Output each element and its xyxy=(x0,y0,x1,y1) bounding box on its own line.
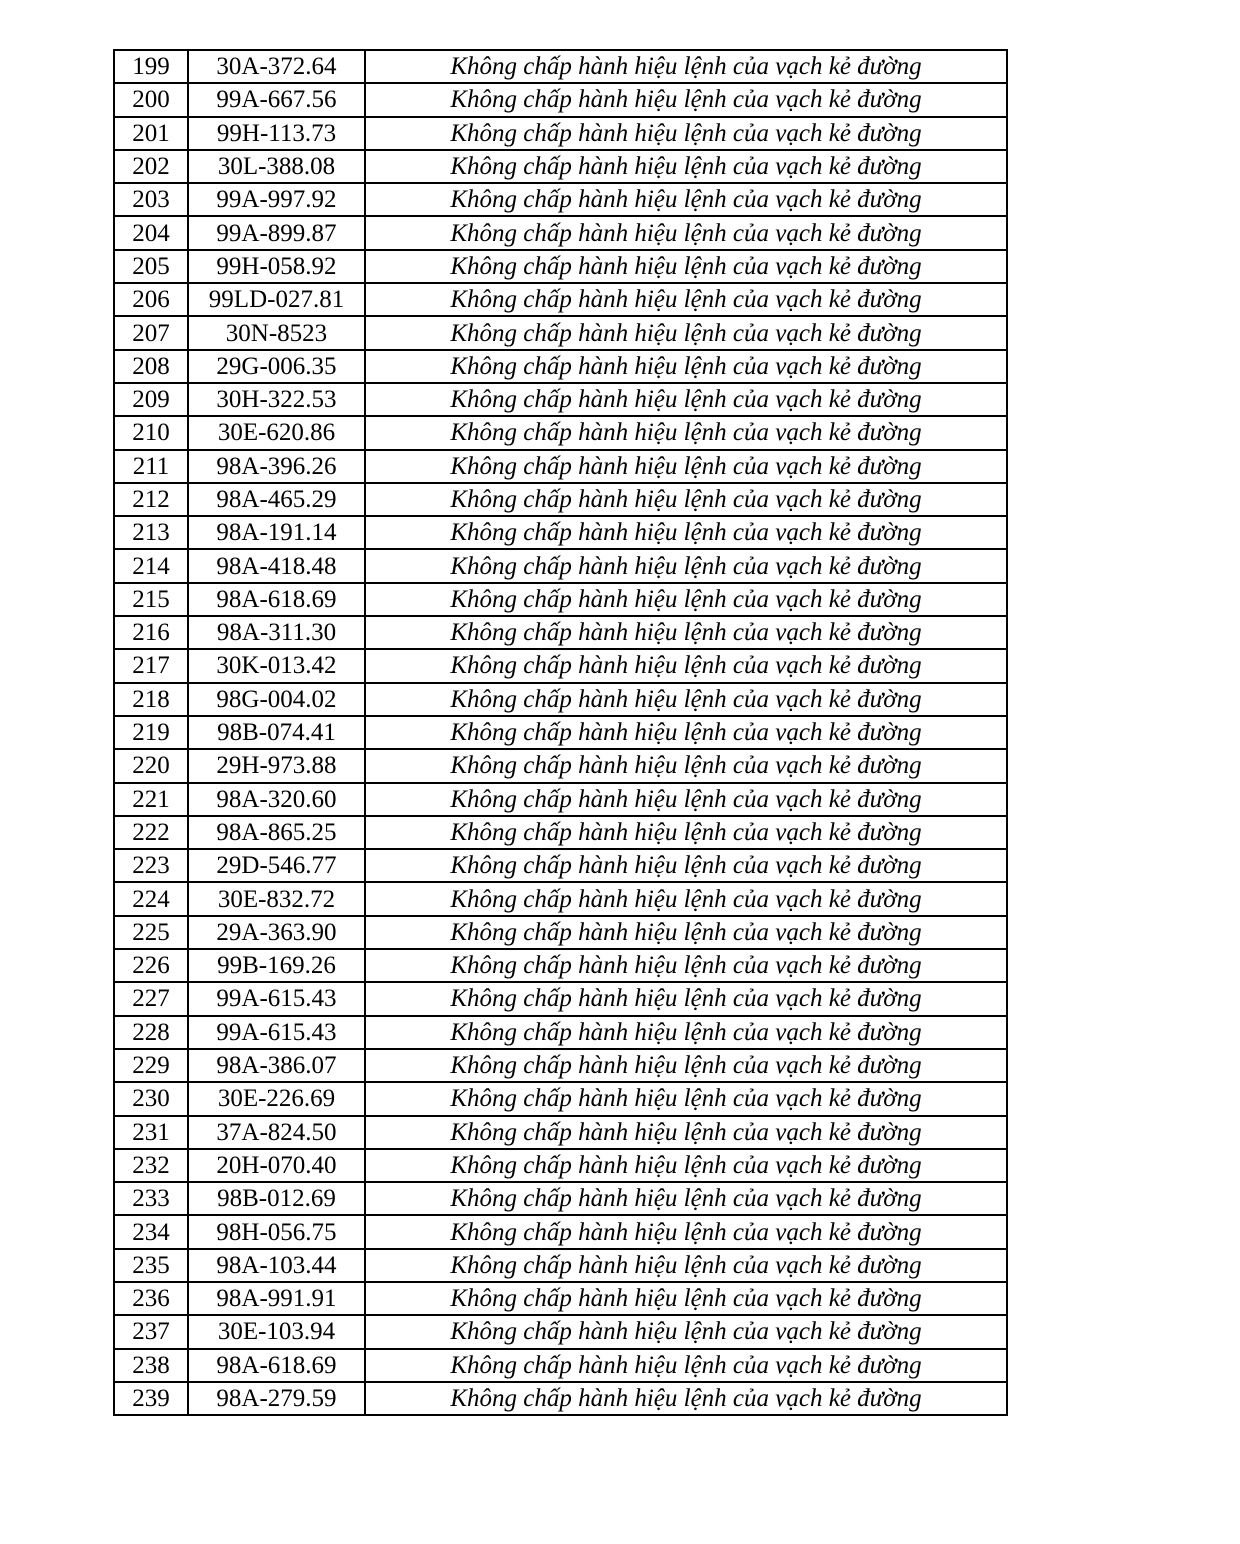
license-plate: 98G-004.02 xyxy=(188,683,365,716)
row-number: 238 xyxy=(114,1349,188,1382)
row-number: 236 xyxy=(114,1282,188,1315)
table-row xyxy=(114,50,1007,83)
table-row xyxy=(114,816,1007,849)
violation-description: Không chấp hành hiệu lệnh của vạch kẻ đường xyxy=(365,1116,1007,1149)
license-plate: 99A-615.43 xyxy=(188,1016,365,1049)
row-number: 214 xyxy=(114,549,188,582)
row-number: 201 xyxy=(114,117,188,150)
table-row xyxy=(114,483,1007,516)
violation-description: Không chấp hành hiệu lệnh của vạch kẻ đường xyxy=(365,982,1007,1015)
license-plate: 98A-991.91 xyxy=(188,1282,365,1315)
violation-table xyxy=(113,49,1008,1416)
license-plate: 29G-006.35 xyxy=(188,350,365,383)
table-row xyxy=(114,916,1007,949)
row-number: 209 xyxy=(114,383,188,416)
table-row xyxy=(114,1149,1007,1182)
violation-description: Không chấp hành hiệu lệnh của vạch kẻ đường xyxy=(365,583,1007,616)
table-row xyxy=(114,350,1007,383)
row-number: 232 xyxy=(114,1149,188,1182)
violation-description: Không chấp hành hiệu lệnh của vạch kẻ đường xyxy=(365,483,1007,516)
row-number: 219 xyxy=(114,716,188,749)
license-plate: 37A-824.50 xyxy=(188,1116,365,1149)
violation-description: Không chấp hành hiệu lệnh của vạch kẻ đường xyxy=(365,216,1007,249)
violation-table-container xyxy=(113,49,1008,1416)
table-row xyxy=(114,616,1007,649)
row-number: 225 xyxy=(114,916,188,949)
license-plate: 29A-363.90 xyxy=(188,916,365,949)
table-row xyxy=(114,583,1007,616)
row-number: 208 xyxy=(114,350,188,383)
violation-description: Không chấp hành hiệu lệnh của vạch kẻ đường xyxy=(365,450,1007,483)
row-number: 204 xyxy=(114,216,188,249)
table-row xyxy=(114,416,1007,449)
violation-description: Không chấp hành hiệu lệnh của vạch kẻ đường xyxy=(365,516,1007,549)
license-plate: 99A-667.56 xyxy=(188,83,365,116)
license-plate: 98A-396.26 xyxy=(188,450,365,483)
violation-description: Không chấp hành hiệu lệnh của vạch kẻ đường xyxy=(365,350,1007,383)
violation-description: Không chấp hành hiệu lệnh của vạch kẻ đường xyxy=(365,1082,1007,1115)
table-row xyxy=(114,649,1007,682)
table-row xyxy=(114,250,1007,283)
license-plate: 30E-620.86 xyxy=(188,416,365,449)
row-number: 216 xyxy=(114,616,188,649)
table-row xyxy=(114,949,1007,982)
violation-description: Không chấp hành hiệu lệnh của vạch kẻ đường xyxy=(365,1249,1007,1282)
violation-description: Không chấp hành hiệu lệnh của vạch kẻ đường xyxy=(365,916,1007,949)
row-number: 234 xyxy=(114,1215,188,1248)
violation-description: Không chấp hành hiệu lệnh của vạch kẻ đường xyxy=(365,1382,1007,1415)
row-number: 235 xyxy=(114,1249,188,1282)
violation-description: Không chấp hành hiệu lệnh của vạch kẻ đường xyxy=(365,816,1007,849)
row-number: 199 xyxy=(114,50,188,83)
row-number: 237 xyxy=(114,1315,188,1348)
row-number: 200 xyxy=(114,83,188,116)
table-row xyxy=(114,1349,1007,1382)
row-number: 229 xyxy=(114,1049,188,1082)
table-row xyxy=(114,283,1007,316)
row-number: 226 xyxy=(114,949,188,982)
table-row xyxy=(114,1282,1007,1315)
row-number: 202 xyxy=(114,150,188,183)
license-plate: 99LD-027.81 xyxy=(188,283,365,316)
table-row xyxy=(114,1315,1007,1348)
violation-description: Không chấp hành hiệu lệnh của vạch kẻ đường xyxy=(365,783,1007,816)
table-row xyxy=(114,716,1007,749)
violation-description: Không chấp hành hiệu lệnh của vạch kẻ đường xyxy=(365,283,1007,316)
license-plate: 30N-8523 xyxy=(188,316,365,349)
license-plate: 98A-618.69 xyxy=(188,583,365,616)
license-plate: 30A-372.64 xyxy=(188,50,365,83)
table-row xyxy=(114,117,1007,150)
violation-description: Không chấp hành hiệu lệnh của vạch kẻ đường xyxy=(365,1149,1007,1182)
row-number: 220 xyxy=(114,749,188,782)
license-plate: 99B-169.26 xyxy=(188,949,365,982)
violation-description: Không chấp hành hiệu lệnh của vạch kẻ đường xyxy=(365,50,1007,83)
violation-description: Không chấp hành hiệu lệnh của vạch kẻ đường xyxy=(365,616,1007,649)
license-plate: 99A-997.92 xyxy=(188,183,365,216)
violation-description: Không chấp hành hiệu lệnh của vạch kẻ đường xyxy=(365,83,1007,116)
violation-description: Không chấp hành hiệu lệnh của vạch kẻ đường xyxy=(365,1016,1007,1049)
license-plate: 20H-070.40 xyxy=(188,1149,365,1182)
license-plate: 29H-973.88 xyxy=(188,749,365,782)
table-row xyxy=(114,1016,1007,1049)
violation-description: Không chấp hành hiệu lệnh của vạch kẻ đường xyxy=(365,949,1007,982)
row-number: 231 xyxy=(114,1116,188,1149)
violation-description: Không chấp hành hiệu lệnh của vạch kẻ đường xyxy=(365,1215,1007,1248)
table-row xyxy=(114,1049,1007,1082)
license-plate: 98A-103.44 xyxy=(188,1249,365,1282)
license-plate: 98A-191.14 xyxy=(188,516,365,549)
violation-description: Không chấp hành hiệu lệnh của vạch kẻ đường xyxy=(365,416,1007,449)
violation-description: Không chấp hành hiệu lệnh của vạch kẻ đường xyxy=(365,250,1007,283)
license-plate: 30E-103.94 xyxy=(188,1315,365,1348)
license-plate: 30E-226.69 xyxy=(188,1082,365,1115)
license-plate: 99A-899.87 xyxy=(188,216,365,249)
table-row xyxy=(114,216,1007,249)
row-number: 221 xyxy=(114,783,188,816)
violation-description: Không chấp hành hiệu lệnh của vạch kẻ đường xyxy=(365,316,1007,349)
license-plate: 98A-386.07 xyxy=(188,1049,365,1082)
row-number: 211 xyxy=(114,450,188,483)
violation-description: Không chấp hành hiệu lệnh của vạch kẻ đường xyxy=(365,849,1007,882)
license-plate: 98A-279.59 xyxy=(188,1382,365,1415)
table-row xyxy=(114,849,1007,882)
row-number: 222 xyxy=(114,816,188,849)
table-row xyxy=(114,83,1007,116)
table-row xyxy=(114,1082,1007,1115)
violation-description: Không chấp hành hiệu lệnh của vạch kẻ đường xyxy=(365,649,1007,682)
violation-description: Không chấp hành hiệu lệnh của vạch kẻ đường xyxy=(365,150,1007,183)
license-plate: 30E-832.72 xyxy=(188,882,365,915)
license-plate: 99H-058.92 xyxy=(188,250,365,283)
license-plate: 98B-012.69 xyxy=(188,1182,365,1215)
license-plate: 99H-113.73 xyxy=(188,117,365,150)
table-row xyxy=(114,683,1007,716)
license-plate: 98A-865.25 xyxy=(188,816,365,849)
row-number: 212 xyxy=(114,483,188,516)
table-row xyxy=(114,549,1007,582)
table-row xyxy=(114,783,1007,816)
table-row xyxy=(114,450,1007,483)
row-number: 207 xyxy=(114,316,188,349)
license-plate: 30K-013.42 xyxy=(188,649,365,682)
violation-description: Không chấp hành hiệu lệnh của vạch kẻ đường xyxy=(365,716,1007,749)
row-number: 227 xyxy=(114,982,188,1015)
license-plate: 98A-311.30 xyxy=(188,616,365,649)
table-row xyxy=(114,1116,1007,1149)
row-number: 230 xyxy=(114,1082,188,1115)
row-number: 210 xyxy=(114,416,188,449)
license-plate: 30L-388.08 xyxy=(188,150,365,183)
table-row xyxy=(114,150,1007,183)
violation-description: Không chấp hành hiệu lệnh của vạch kẻ đường xyxy=(365,1182,1007,1215)
row-number: 228 xyxy=(114,1016,188,1049)
table-row xyxy=(114,1249,1007,1282)
row-number: 213 xyxy=(114,516,188,549)
table-row xyxy=(114,749,1007,782)
violation-description: Không chấp hành hiệu lệnh của vạch kẻ đường xyxy=(365,749,1007,782)
table-row xyxy=(114,982,1007,1015)
table-row xyxy=(114,183,1007,216)
violation-description: Không chấp hành hiệu lệnh của vạch kẻ đường xyxy=(365,1315,1007,1348)
license-plate: 98A-618.69 xyxy=(188,1349,365,1382)
table-row xyxy=(114,882,1007,915)
violation-description: Không chấp hành hiệu lệnh của vạch kẻ đường xyxy=(365,882,1007,915)
license-plate: 98B-074.41 xyxy=(188,716,365,749)
row-number: 206 xyxy=(114,283,188,316)
table-row xyxy=(114,1182,1007,1215)
violation-description: Không chấp hành hiệu lệnh của vạch kẻ đường xyxy=(365,683,1007,716)
row-number: 203 xyxy=(114,183,188,216)
table-row xyxy=(114,1382,1007,1415)
table-row xyxy=(114,516,1007,549)
row-number: 218 xyxy=(114,683,188,716)
violation-description: Không chấp hành hiệu lệnh của vạch kẻ đường xyxy=(365,117,1007,150)
license-plate: 30H-322.53 xyxy=(188,383,365,416)
row-number: 215 xyxy=(114,583,188,616)
license-plate: 98A-465.29 xyxy=(188,483,365,516)
license-plate: 99A-615.43 xyxy=(188,982,365,1015)
row-number: 239 xyxy=(114,1382,188,1415)
violation-description: Không chấp hành hiệu lệnh của vạch kẻ đường xyxy=(365,549,1007,582)
violation-description: Không chấp hành hiệu lệnh của vạch kẻ đường xyxy=(365,383,1007,416)
row-number: 224 xyxy=(114,882,188,915)
row-number: 217 xyxy=(114,649,188,682)
violation-description: Không chấp hành hiệu lệnh của vạch kẻ đường xyxy=(365,1349,1007,1382)
row-number: 233 xyxy=(114,1182,188,1215)
license-plate: 98A-418.48 xyxy=(188,549,365,582)
violation-description: Không chấp hành hiệu lệnh của vạch kẻ đường xyxy=(365,1282,1007,1315)
table-row xyxy=(114,1215,1007,1248)
table-row xyxy=(114,316,1007,349)
violation-description: Không chấp hành hiệu lệnh của vạch kẻ đường xyxy=(365,1049,1007,1082)
row-number: 205 xyxy=(114,250,188,283)
table-row xyxy=(114,383,1007,416)
license-plate: 98A-320.60 xyxy=(188,783,365,816)
violation-table-body xyxy=(114,50,1007,1415)
violation-description: Không chấp hành hiệu lệnh của vạch kẻ đường xyxy=(365,183,1007,216)
row-number: 223 xyxy=(114,849,188,882)
license-plate: 98H-056.75 xyxy=(188,1215,365,1248)
license-plate: 29D-546.77 xyxy=(188,849,365,882)
